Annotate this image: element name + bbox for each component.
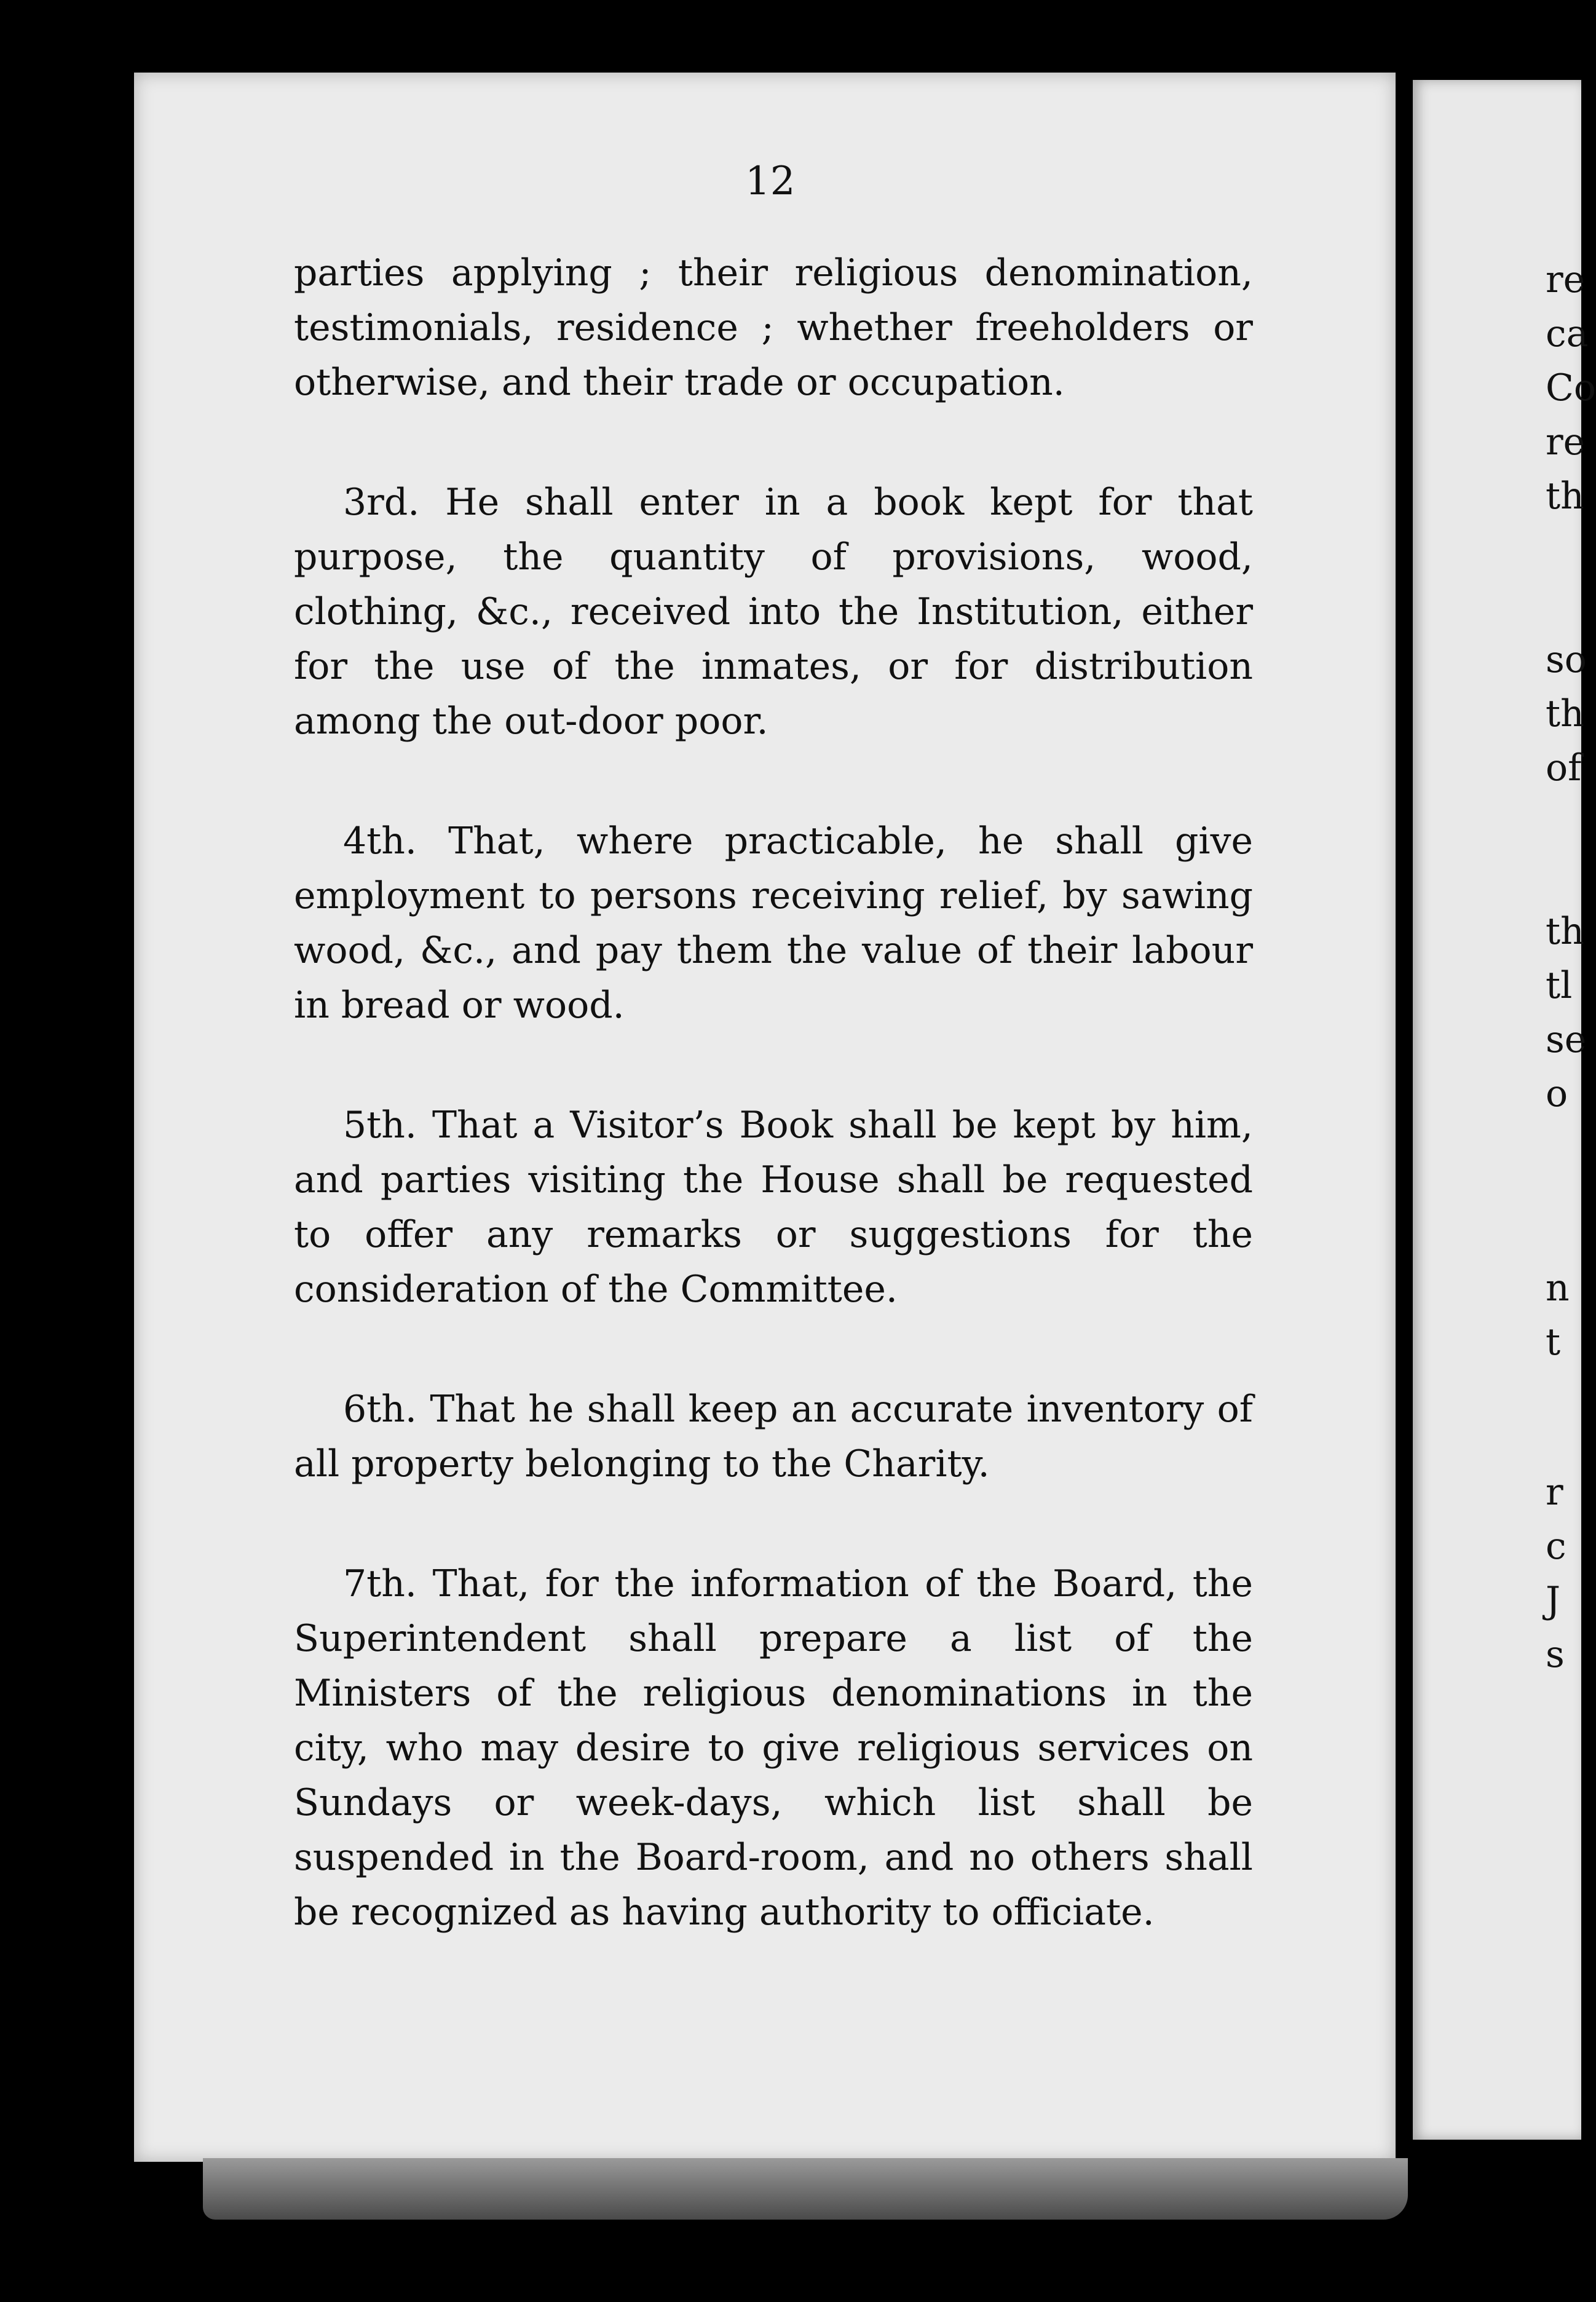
fragment: r (1546, 1471, 1563, 1514)
paragraph-rule-6: 6th. That he shall keep an accurate inventory of all property belonging to the Charity. (294, 1388, 1253, 1485)
paragraph-rule-4: 4th. That, where practicable, he shall give employment to persons receiving relief, by sawing wood, &c., and pay them the value of their labour in bread or wood. (294, 820, 1253, 1027)
fragment: s (1546, 1633, 1565, 1676)
fragment: re (1546, 421, 1586, 464)
fragment: th (1546, 475, 1584, 518)
fragment: J (1546, 1579, 1561, 1622)
fragment: so (1546, 638, 1587, 681)
fragment: n (1546, 1267, 1570, 1310)
body-text (294, 246, 1253, 2005)
fragment: se (1546, 1018, 1587, 1061)
fragment: c (1546, 1525, 1566, 1568)
page-number: 12 (745, 159, 796, 204)
fragment: ca (1546, 312, 1589, 355)
fragment: re (1546, 258, 1586, 301)
paragraph-rule-5: 5th. That a Visitor’s Book shall be kept by him, and parties visiting the House shall be requested to offer any remarks or suggestions for the consideration of the Committee. (294, 1104, 1253, 1311)
fragment: o (1546, 1072, 1568, 1115)
paragraph-rule-3: 3rd. He shall enter in a book kept for that purpose, the quantity of provisions, wood, clothing, &c., received into the Institution, either for the use of the inmates, or for distribution among the out-door poor. (294, 481, 1253, 743)
fragment: tl (1546, 964, 1573, 1007)
fragment: th (1546, 692, 1584, 735)
paragraph-continuation: parties applying ; their religious denomination, testimonials, residence ; whether freeholders or otherwise, and their trade or occupation. (294, 251, 1253, 404)
fragment: Co (1546, 366, 1596, 409)
page-bottom-edge (203, 2158, 1408, 2220)
fragment: th (1546, 910, 1584, 953)
paragraph-rule-7: 7th. That, for the information of the Board, the Superintendent shall prepare a list of the Ministers of the religious denominations in the city, who may desire to give religious services on Sundays or week-days, which list shall be suspended in the Board-room, and no others shall be recognized as having authority to officiate. (294, 1562, 1253, 1934)
right-page-text-fragments (1546, 258, 1596, 1734)
fragment: of (1546, 746, 1582, 789)
fragment: t (1546, 1321, 1561, 1364)
